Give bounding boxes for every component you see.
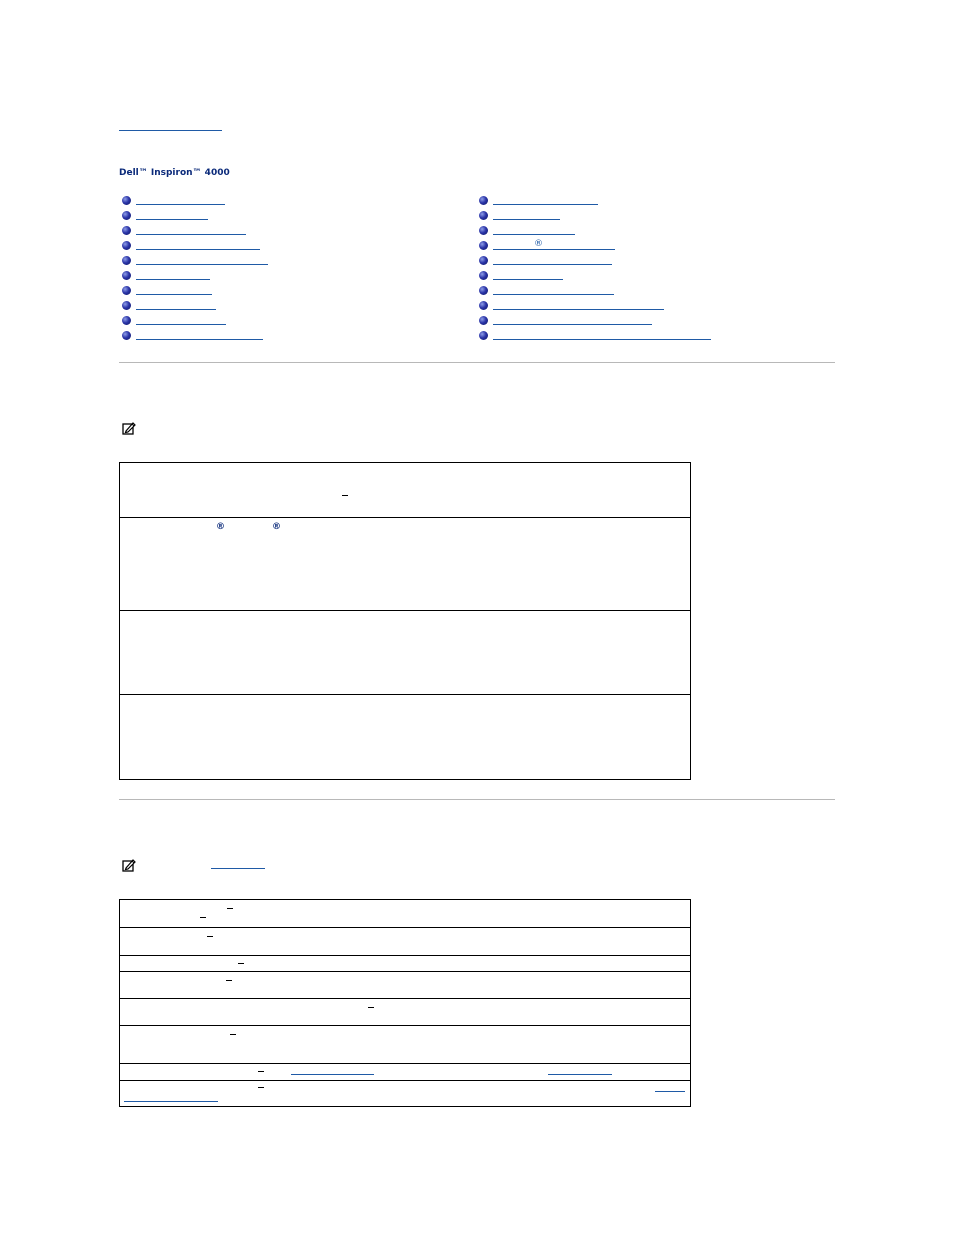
toc-link-right-3[interactable]: [493, 234, 575, 235]
cross-reference-link[interactable]: [124, 1101, 218, 1102]
footnote-link[interactable]: [258, 1087, 264, 1088]
toc-bullet-icon: [122, 286, 131, 295]
registered-mark: ®: [534, 239, 543, 249]
toc-link-right-8[interactable]: [493, 309, 664, 310]
toc-link-right-2[interactable]: [493, 219, 560, 220]
toc-link-left-9[interactable]: [136, 324, 226, 325]
toc-bullet-icon: [479, 226, 488, 235]
toc-link-left-6[interactable]: [136, 279, 210, 280]
table-row: [120, 1080, 690, 1106]
toc-bullet-icon: [479, 241, 488, 250]
table-row: [120, 517, 690, 611]
toc-link-left-8[interactable]: [136, 309, 216, 310]
footnote-link[interactable]: [238, 963, 244, 964]
toc-link-right-5[interactable]: [493, 264, 612, 265]
toc-link-left-7[interactable]: [136, 294, 212, 295]
table-row: [120, 900, 690, 926]
toc-link-right-4[interactable]: [493, 249, 615, 250]
footnote-link[interactable]: [227, 908, 233, 909]
toc-link-right-1[interactable]: [493, 204, 598, 205]
table-row: [120, 971, 690, 998]
footnote-link[interactable]: [207, 936, 213, 937]
cross-reference-link[interactable]: [291, 1074, 374, 1075]
table-row: [120, 998, 690, 1025]
footnote-link[interactable]: [342, 495, 348, 496]
toc-bullet-icon: [122, 256, 131, 265]
toc-link-left-2[interactable]: [136, 219, 208, 220]
toc-bullet-icon: [122, 226, 131, 235]
table-row: [120, 955, 690, 971]
toc-link-left-3[interactable]: [136, 234, 246, 235]
toc-bullet-icon: [479, 256, 488, 265]
table-row: [120, 610, 690, 694]
footnote-link[interactable]: [230, 1034, 236, 1035]
toc-link-right-6[interactable]: [493, 279, 563, 280]
toc-bullet-icon: [122, 331, 131, 340]
note-pencil-icon: [122, 858, 136, 872]
toc-bullet-icon: [479, 211, 488, 220]
toc-bullet-icon: [122, 241, 131, 250]
footnote-link[interactable]: [226, 980, 232, 981]
toc-link-left-4[interactable]: [136, 249, 260, 250]
section-divider: [119, 799, 835, 800]
toc-link-right-7[interactable]: [493, 294, 614, 295]
toc-bullet-icon: [479, 301, 488, 310]
toc-bullet-icon: [122, 301, 131, 310]
table-row: [120, 927, 690, 955]
toc-link-left-10[interactable]: [136, 339, 263, 340]
note-link[interactable]: [211, 868, 265, 869]
toc-bullet-icon: [122, 316, 131, 325]
page-title: Dell™ Inspiron™ 4000: [119, 168, 230, 178]
toc-bullet-icon: [122, 211, 131, 220]
table-row: [120, 694, 690, 779]
footnote-link[interactable]: [368, 1007, 374, 1008]
toc-link-right-9[interactable]: [493, 324, 652, 325]
footnote-link[interactable]: [200, 917, 206, 918]
toc-link-left-5[interactable]: [136, 264, 268, 265]
section-divider: [119, 362, 835, 363]
toc-bullet-icon: [122, 271, 131, 280]
toc-link-left-1[interactable]: [136, 204, 225, 205]
toc-bullet-icon: [479, 271, 488, 280]
toc-bullet-icon: [122, 196, 131, 205]
toc-bullet-icon: [479, 196, 488, 205]
toc-bullet-icon: [479, 316, 488, 325]
table-row: [120, 463, 690, 517]
table-row: [120, 1063, 690, 1080]
toc-bullet-icon: [479, 286, 488, 295]
data-table-1: [119, 462, 691, 780]
toc-bullet-icon: [479, 331, 488, 340]
note-pencil-icon: [122, 421, 136, 435]
toc-link-right-10[interactable]: [493, 339, 711, 340]
registered-mark: ®: [216, 522, 225, 532]
back-to-contents-link[interactable]: [119, 130, 222, 131]
footnote-link[interactable]: [258, 1071, 264, 1072]
registered-mark: ®: [272, 522, 281, 532]
data-table-2: [119, 899, 691, 1107]
cross-reference-link[interactable]: [548, 1074, 612, 1075]
cross-reference-link[interactable]: [655, 1091, 685, 1092]
table-row: [120, 1025, 690, 1063]
